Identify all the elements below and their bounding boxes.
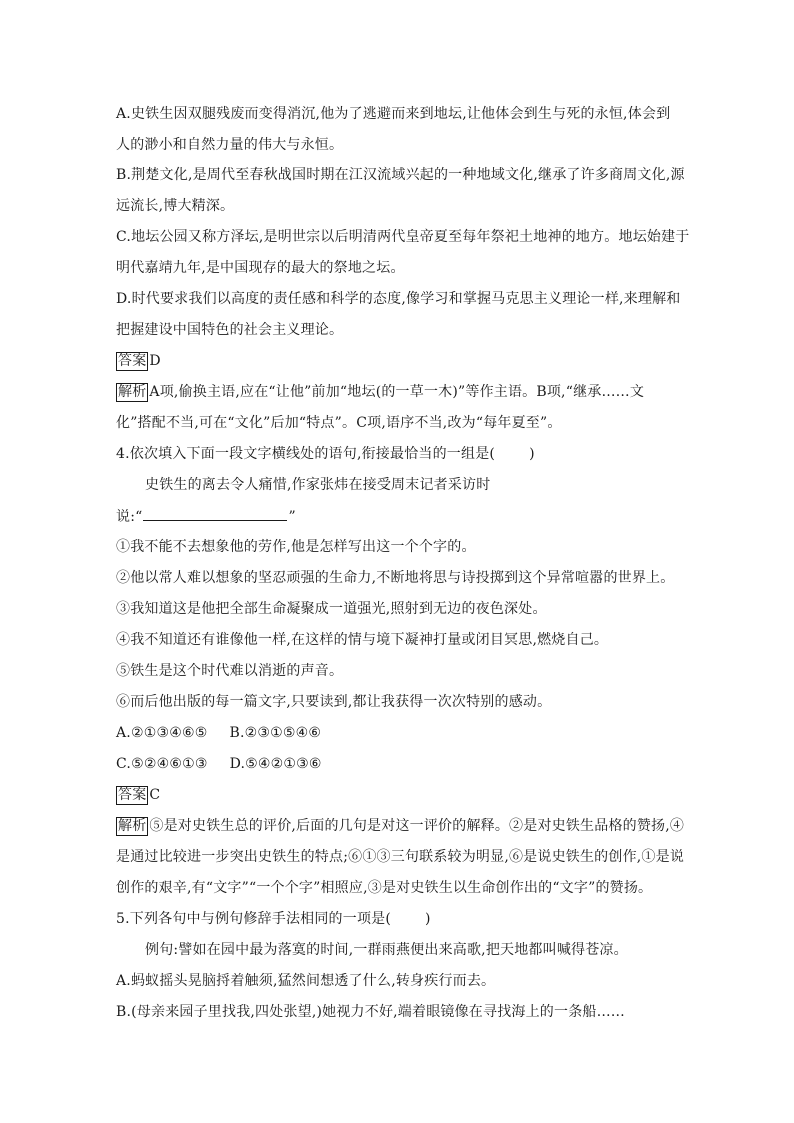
q4-stem-text: 4.依次填入下面一段文字横线处的语句,衔接最恰当的一组是(	[116, 446, 496, 462]
q4-option-b: B.②③①⑤④⑥	[229, 725, 322, 741]
q4-analysis-line3: 创作的艰辛,有“文字”“一个个字”相照应,③是对史铁生以生命创作出的“文字”的赞扬。	[116, 880, 653, 896]
q3-option-d-line2: 把握建设中国特色的社会主义理论。	[116, 322, 344, 338]
q4-passage-line2	[116, 507, 296, 526]
answer-label-box: 答案	[118, 353, 147, 369]
q4-item-1: ①我不能不去想象他的劳作,他是怎样写出这一个个字的。	[116, 539, 476, 555]
q4-item-4: ④我不知道还有谁像他一样,在这样的情与境下凝神打量或闭目冥思,燃烧自己。	[116, 632, 609, 648]
q4-option-d: D.⑤④②①③⑥	[229, 756, 322, 772]
q4-analysis-line1	[116, 817, 684, 836]
analysis-label-box: 解析	[118, 818, 147, 834]
q3-answer	[116, 352, 161, 371]
q4-options-row1	[116, 724, 321, 742]
q4-item-6: ⑥而后他出版的每一篇文字,只要读到,都让我获得一次次特别的感动。	[116, 694, 552, 710]
q3-option-c-line2: 明代嘉靖九年,是中国现存的最大的祭地之坛。	[116, 260, 405, 276]
q4-option-a: A.②①③④⑥⑤	[116, 725, 208, 741]
analysis-text: A项,偷换主语,应在“让他”前加“地坛(的一草一木)”等作主语。B项,“继承……文	[149, 384, 645, 400]
q5-stem-close: )	[425, 911, 431, 927]
q4-stem	[116, 445, 535, 463]
q3-analysis-line2: 化”搭配不当,可在“文化”后加“特点”。C项,语序不当,改为“每年夏至”。	[116, 415, 562, 431]
answer-value: C	[149, 787, 161, 803]
q4-analysis-line2: 是通过比较进一步突出史铁生的特点;⑥①③三句联系较为明显,⑥是说史铁生的创作,①是说	[116, 849, 685, 865]
q4-passage-line1: 史铁生的离去令人痛惜,作家张炜在接受周末记者采访时	[145, 477, 491, 493]
q4-options-row2	[116, 755, 322, 773]
fill-in-blank	[143, 507, 287, 521]
q4-item-5: ⑤铁生是这个时代难以消逝的声音。	[116, 663, 344, 679]
analysis-label-box: 解析	[118, 384, 147, 400]
q3-option-c-line1: C.地坛公园又称方泽坛,是明世宗以后明清两代皇帝夏至每年祭祀土地神的地方。地坛始建于	[116, 229, 690, 245]
q3-option-a-line2: 人的渺小和自然力量的伟大与永恒。	[116, 137, 344, 153]
q5-stem-text: 5.下列各句中与例句修辞手法相同的一项是(	[116, 911, 392, 927]
q5-option-a: A.蚂蚁摇头晃脑捋着触须,猛然间想透了什么,转身疾行而去。	[116, 973, 496, 989]
q3-option-b-line1: B.荆楚文化,是周代至春秋战国时期在江汉流域兴起的一种地域文化,继承了许多商周文化,源	[116, 167, 685, 183]
analysis-text: ⑤是对史铁生总的评价,后面的几句是对这一评价的解释。②是对史铁生品格的赞扬,④	[149, 818, 685, 834]
q5-stem	[116, 910, 431, 928]
q3-option-d-line1: D.时代要求我们以高度的责任感和科学的态度,像学习和掌握马克思主义理论一样,来理解和	[116, 291, 681, 307]
q3-analysis-line1	[116, 383, 644, 402]
q3-option-b-line2: 远流长,博大精深。	[116, 198, 235, 214]
answer-value: D	[149, 353, 161, 369]
q4-option-c: C.⑤②④⑥①③	[116, 756, 208, 772]
q5-example: 例句:譬如在园中最为落寞的时间,一群雨燕便出来高歌,把天地都叫喊得苍凉。	[145, 942, 628, 958]
q5-option-b: B.(母亲来园子里找我,四处张望,)她视力不好,端着眼镜像在寻找海上的一条船……	[116, 1004, 626, 1020]
q4-stem-close: )	[529, 446, 535, 462]
q4-item-2: ②他以常人难以想象的坚忍顽强的生命力,不断地将思与诗投掷到这个异常喧嚣的世界上。	[116, 570, 675, 586]
q4-passage-prefix: 说:“	[116, 509, 143, 525]
q3-option-a-line1: A.史铁生因双腿残废而变得消沉,他为了逃避而来到地坛,让他体会到生与死的永恒,体会到	[116, 106, 671, 122]
q4-answer	[116, 786, 160, 805]
q4-item-3: ③我知道这是他把全部生命凝聚成一道强光,照射到无边的夜色深处。	[116, 601, 547, 617]
answer-label-box: 答案	[118, 787, 147, 803]
q4-passage-suffix: ”	[288, 509, 296, 525]
